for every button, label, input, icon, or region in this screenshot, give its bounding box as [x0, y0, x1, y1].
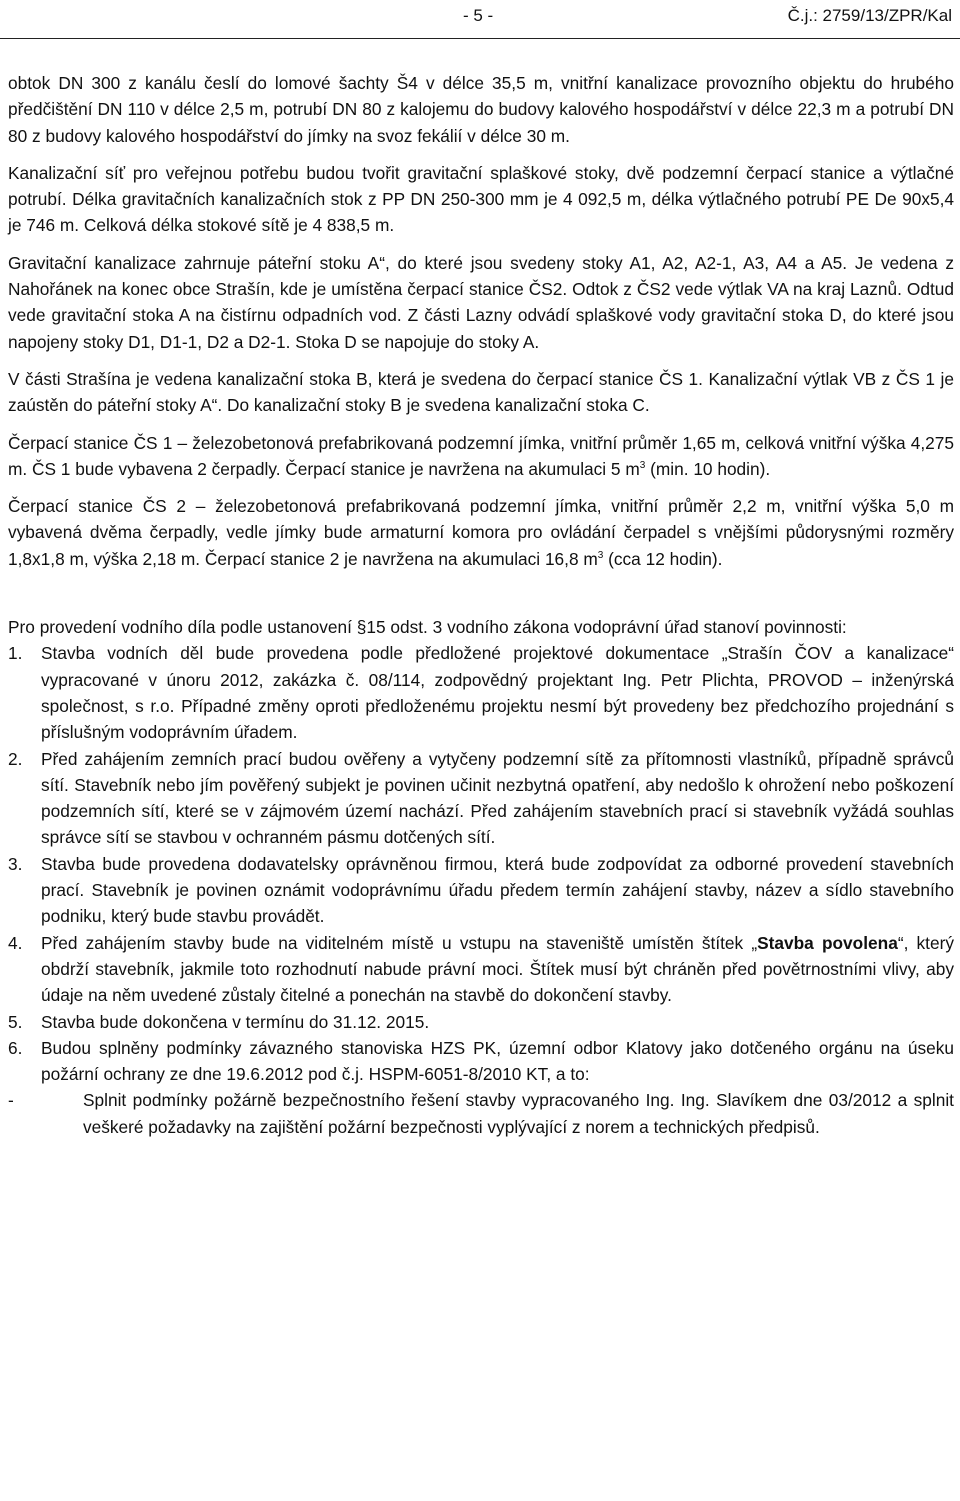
case-reference: Č.j.: 2759/13/ZPR/Kal: [787, 6, 952, 25]
cs1-superscript: 3: [639, 459, 646, 471]
paragraph-gravity-sewer: Gravitační kanalizace zahrnuje páteřní stoku A“, do které jsou svedeny stoky A1, A2, A2-1, A3, A4 a A5. Je vedena z Nahořánek na konec obce Strašín, kde je umístěna čerpací stanice ČS2. Odtok z ČS2 vede výtlak VA na kraj Laznů. Odtud vede gravitační stoka A na čistírnu odpadních vod. Z části Lazny odvádí splaškové vody gravitační stoka D, do které jsou napojeny stoky D1, D1-1, D2 a D2-1. Stoka D se napojuje do stoky A.: [8, 252, 954, 352]
condition-item-2: [8, 746, 954, 851]
paragraph-obligations-intro: Pro provedení vodního díla podle ustanovení §15 odst. 3 vodního zákona vodoprávní úřad stanoví povinnosti:: [8, 617, 847, 638]
condition-number: 1.: [8, 643, 23, 664]
condition-text: Stavba vodních děl bude provedena podle předložené projektové dokumentace „Strašín ČOV a kanalizace“ vypracované v únoru 2012, zakázka č. 08/114, zodpovědný projektant Ing. Petr Plichta, PROVOD – inženýrská společnost, s r.o. Případné změny oproti předloženému projektu nesmí být provedeny bez předchozího projednání s příslušným vodoprávním úřadem.: [41, 643, 954, 743]
page-number: - 5 -: [463, 6, 494, 25]
cs1-text-end: (min. 10 hodin).: [645, 458, 771, 479]
condition-item-4: [8, 930, 954, 1009]
document-body: [8, 70, 954, 1140]
condition-number: 5.: [8, 1011, 23, 1032]
paragraph-pump-station-1: [8, 430, 954, 483]
condition-number: 2.: [8, 748, 23, 769]
condition-text: Budou splněny podmínky závazného stanoviska HZS PK, územní odbor Klatovy jako dotčeného orgánu na úseku požární ochrany ze dne 19.6.2012 pod č.j. HSPM-6051-8/2010 KT, a to:: [41, 1037, 954, 1085]
dash-bullet: -: [8, 1090, 14, 1111]
conditions-list: [8, 640, 954, 1140]
paragraph-pipes: obtok DN 300 z kanálu česlí do lomové šachty Š4 v délce 35,5 m, vnitřní kanalizace provozního objektu do hrubého předčištění DN 110 v délce 2,5 m, potrubí DN 80 z kalojemu do budovy kalového hospodářství v délce 22,3 m a potrubí DN 80 z budovy kalového hospodářství do jímky na svoz fekálií v délce 30 m.: [8, 73, 954, 146]
condition-text: Stavba bude dokončena v termínu do 31.12. 2015.: [41, 1011, 430, 1032]
page-header: [0, 4, 960, 28]
condition-item-3: [8, 851, 954, 930]
condition-text: Stavba bude provedena dodavatelsky oprávněnou firmou, která bude zodpovídat za odborné provedení stavebních prací. Stavebník je povinen oznámit vodoprávnímu úřadu předem termín zahájení stavby, název a sídlo stavebního podniku, který bude stavbu provádět.: [41, 853, 954, 927]
sub-item-text: Splnit podmínky požárně bezpečnostního řešení stavby vypracovaného Ing. Ing. Slavíkem dne 03/2012 a splnit veškeré požadavky na zajištění požární bezpečnosti vyplývající z norem a technických předpisů.: [83, 1090, 954, 1137]
cs2-text-end: (cca 12 hodin).: [603, 548, 723, 569]
condition-text-end: “, který obdrží stavebník, jakmile toto rozhodnutí nabude právní moci. Štítek musí být chráněn před povětrnostními vlivy, aby údaje na něm uvedené zůstaly čitelné a ponechán na stavbě do dokončení stavby.: [41, 932, 954, 1006]
cs2-text: Čerpací stanice ČS 2 – železobetonová prefabrikovaná podzemní jímka, vnitřní průměr 2,2 m, vnitřní výška 5,0 m vybavená dvěma čerpadly, vedle jímky bude armaturní komora pro ovládání čerpadel s vnějšími půdorysnými rozměry 1,8x1,8 m, výška 2,18 m. Čerpací stanice 2 je navržena na akumulaci 16,8 m: [8, 496, 954, 569]
condition-number: 3.: [8, 853, 23, 874]
condition-number: 6.: [8, 1037, 23, 1058]
condition-item-5: [8, 1009, 954, 1035]
condition-text: Před zahájením stavby bude na viditelném místě u vstupu na staveniště umístěn štítek „: [41, 932, 758, 953]
paragraph-network: Kanalizační síť pro veřejnou potřebu budou tvořit gravitační splaškové stoky, dvě podzemní čerpací stanice a výtlačné potrubí. Délka gravitačních kanalizačních stok z PP DN 250-300 mm je 4 092,5 m, délka výtlačného potrubí PE De 90x5,4 je 746 m. Celková délka stokové sítě je 4 838,5 m.: [8, 162, 954, 236]
condition-text: Před zahájením zemních prací budou ověřeny a vytyčeny podzemní sítě za přítomnosti vlastníků, případně správců sítí. Stavebník nebo jím pověřený subjekt je povinen učinit nezbytná opatření, aby nedošlo k ohrožení nebo poškození podzemních sítí, které se v zájmovém území nachází. Před zahájením stavebních prací si stavebník vyžádá souhlas správce sítí se stavbou v ochranném pásmu dotčených sítí.: [41, 748, 954, 848]
cs2-superscript: 3: [597, 549, 604, 561]
paragraph-strasin-sewer: V části Strašína je vedena kanalizační stoka B, která je svedena do čerpací stanice ČS 1. Kanalizační výtlak VB z ČS 1 je zaústěn do páteřní stoky A“. Do kanalizační stoky B je svedena kanalizační stoka C.: [8, 368, 954, 416]
paragraph-pump-station-2: [8, 493, 954, 572]
sign-title: Stavba povolena: [757, 932, 898, 953]
condition-item-6: [8, 1035, 954, 1140]
condition-number: 4.: [8, 932, 23, 953]
cs1-text: Čerpací stanice ČS 1 – železobetonová prefabrikovaná podzemní jímka, vnitřní průměr 1,65 m, celková vnitřní výška 4,275 m. ČS 1 bude vybavena 2 čerpadly. Čerpací stanice je navržena na akumulaci 5 m: [8, 432, 954, 479]
sub-item-1: [8, 1087, 954, 1140]
header-divider: [0, 38, 960, 39]
condition-item-1: [8, 640, 954, 745]
